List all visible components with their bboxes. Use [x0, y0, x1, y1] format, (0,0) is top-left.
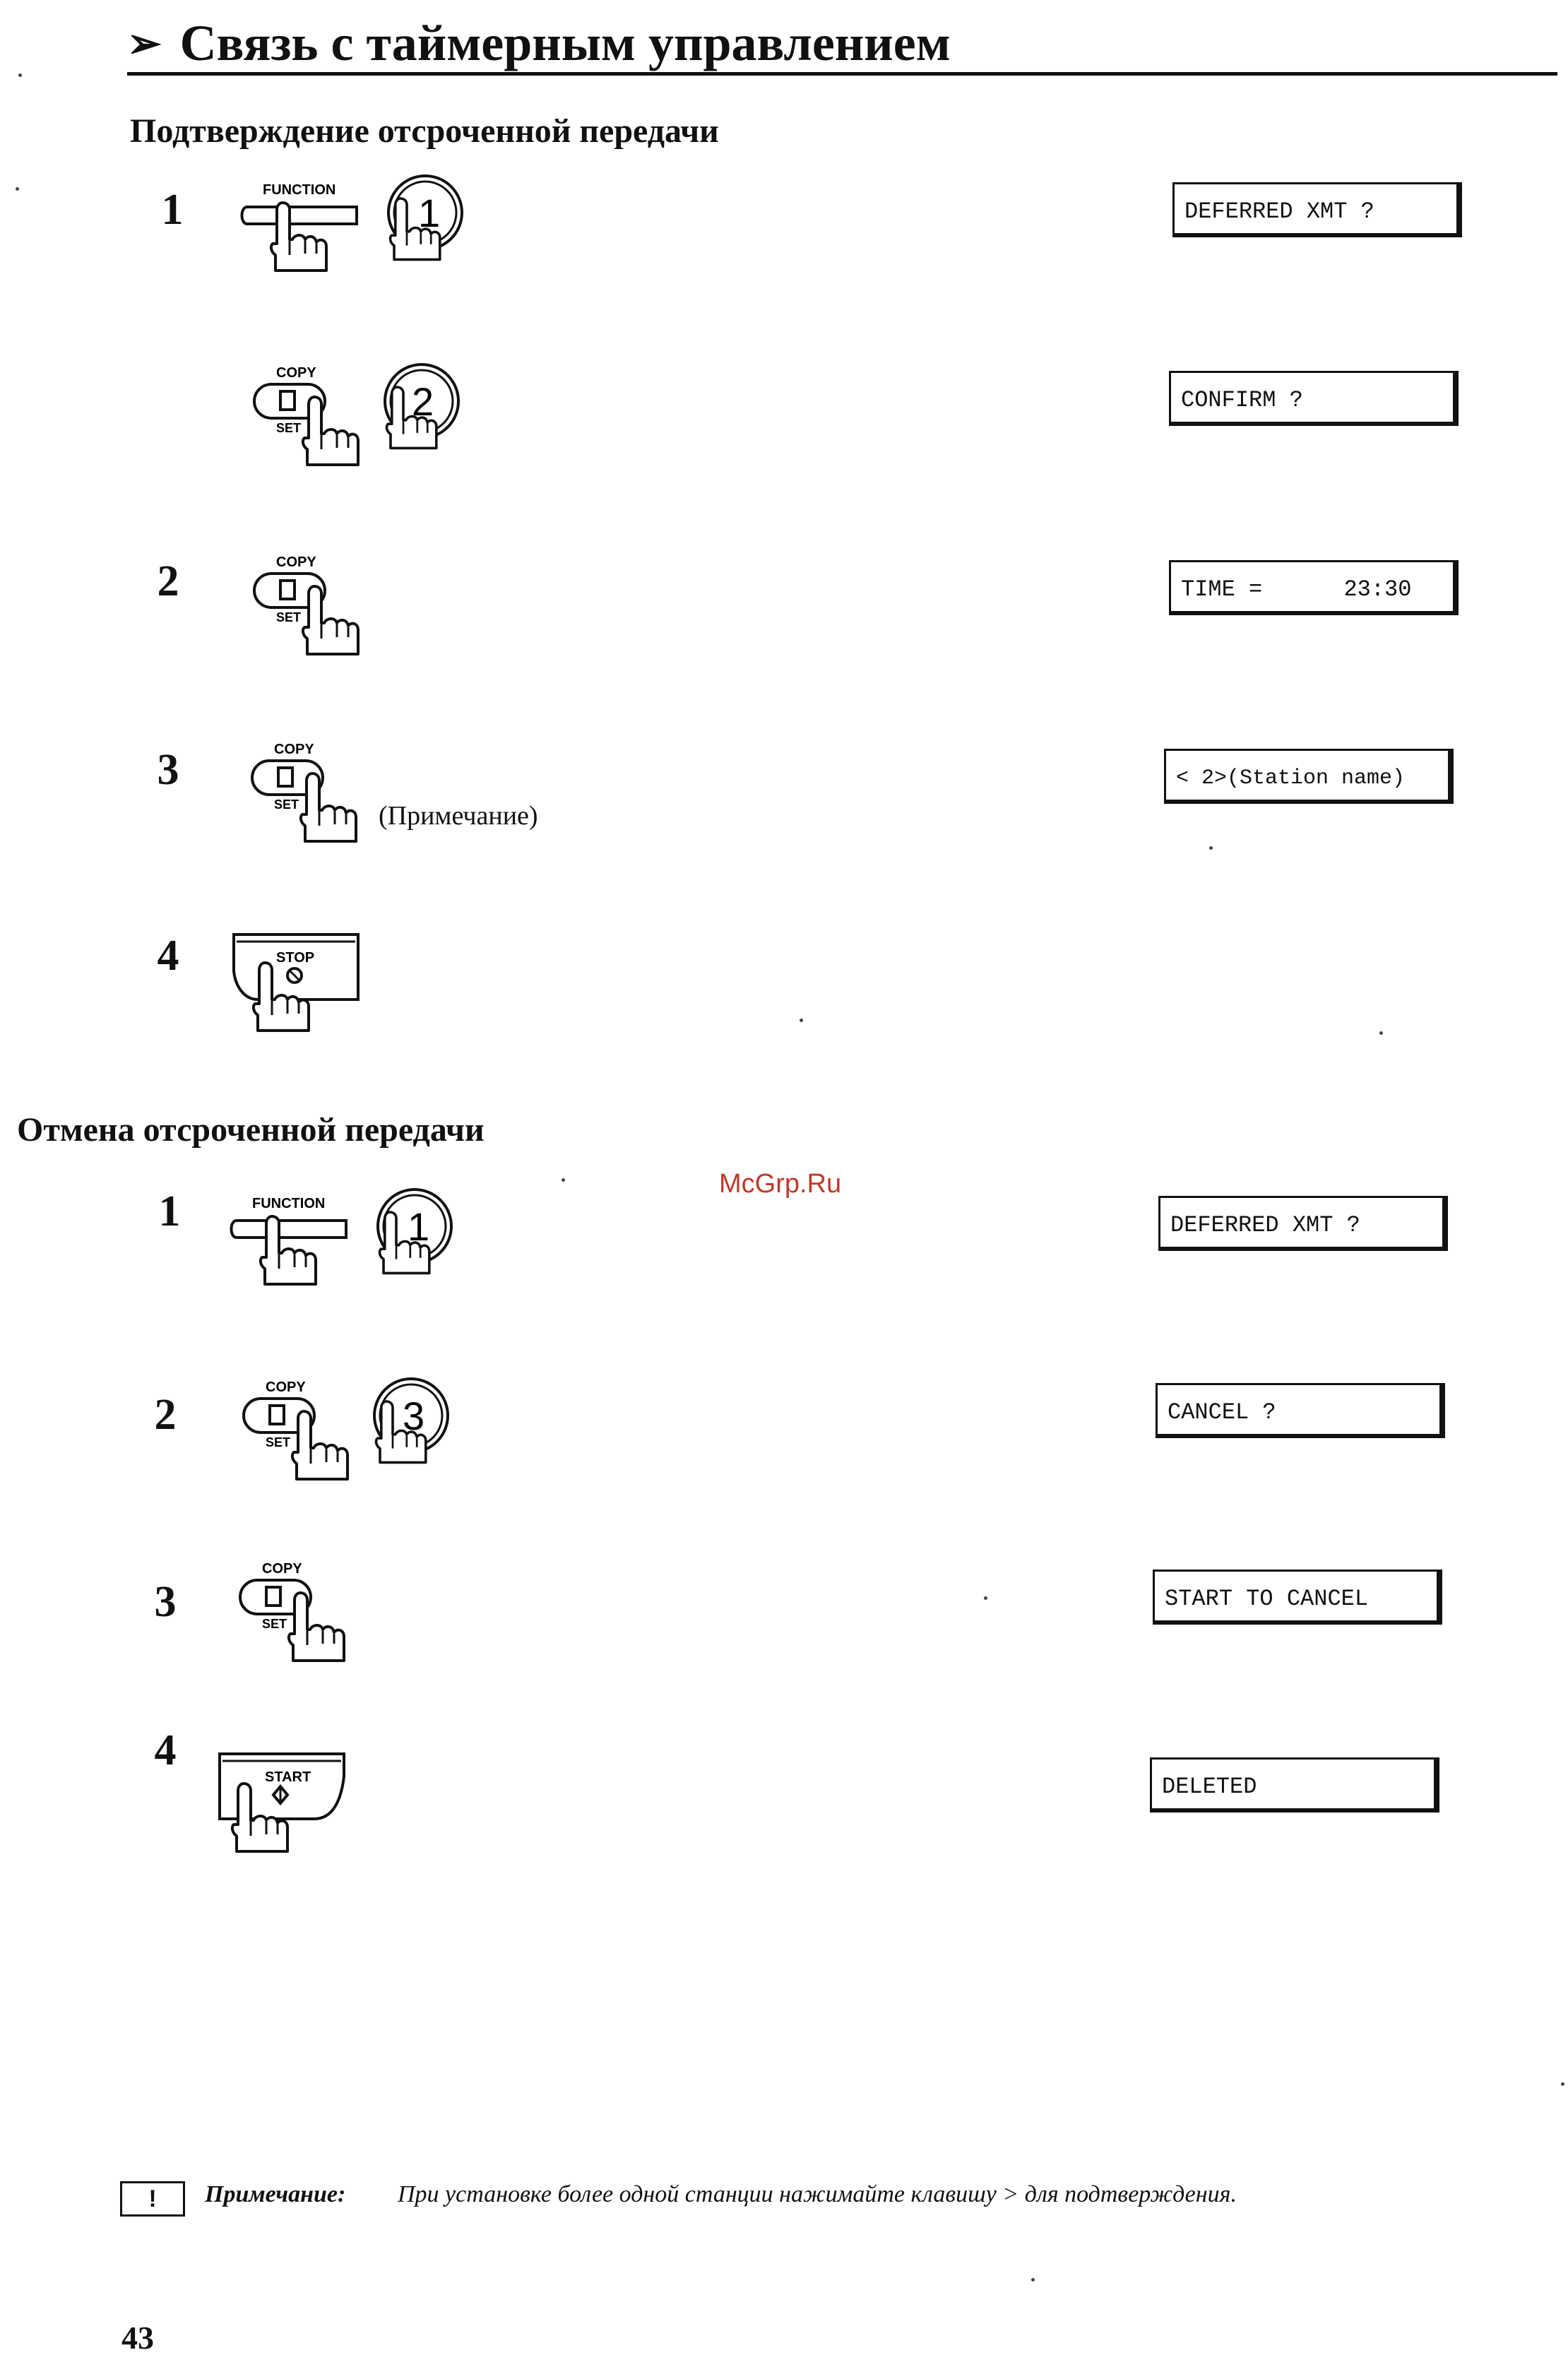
- svg-text:3: 3: [403, 1394, 425, 1438]
- svg-text:SET: SET: [262, 1617, 287, 1631]
- svg-text:1: 1: [408, 1204, 430, 1249]
- svg-text:STOP: STOP: [276, 950, 315, 966]
- scan-speck: [1031, 2278, 1035, 2282]
- svg-text:SET: SET: [266, 1435, 291, 1449]
- digit-2-key-icon: [378, 362, 466, 464]
- note-reference: (Примечание): [379, 801, 538, 831]
- note-label: Примечание:: [205, 2181, 346, 2207]
- svg-text:FUNCTION: FUNCTION: [252, 1196, 326, 1211]
- svg-text:COPY: COPY: [262, 1561, 302, 1577]
- scan-speck: [18, 73, 22, 77]
- step-number: 4: [154, 1726, 177, 1774]
- lcd-display: TIME = 23:30: [1169, 560, 1459, 615]
- svg-text:SET: SET: [276, 610, 302, 624]
- svg-text:SET: SET: [274, 797, 299, 812]
- svg-text:SET: SET: [276, 421, 302, 435]
- note-box-icon: !: [120, 2181, 185, 2217]
- copy-set-key-icon: [237, 1558, 343, 1663]
- digit-1-key-icon: [371, 1187, 459, 1289]
- step-number: 1: [161, 186, 184, 234]
- start-key-icon: [215, 1748, 350, 1854]
- svg-text:2: 2: [412, 379, 434, 424]
- svg-text:COPY: COPY: [266, 1380, 306, 1395]
- title-rule: [127, 72, 1557, 76]
- scan-speck: [800, 1019, 803, 1022]
- title-arrow-icon: ➢: [127, 20, 162, 66]
- copy-set-key-icon: [251, 362, 357, 468]
- scan-speck: [984, 1596, 987, 1600]
- svg-text:START: START: [265, 1769, 311, 1785]
- page-number: 43: [121, 2320, 154, 2356]
- function-key-icon: [240, 173, 360, 275]
- lcd-display: DELETED: [1150, 1757, 1439, 1813]
- svg-text:FUNCTION: FUNCTION: [263, 182, 336, 198]
- copy-set-key-icon: [240, 1376, 346, 1482]
- lcd-display: DEFERRED XMT ?: [1172, 182, 1462, 237]
- page-title: [127, 14, 951, 73]
- scan-speck: [1561, 2082, 1564, 2086]
- stop-key-icon: [230, 929, 364, 1035]
- note-text: При установке более одной станции нажимайте клавишу > для подтверждения.: [398, 2181, 1237, 2207]
- watermark: McGrp.Ru: [719, 1169, 842, 1199]
- lcd-display: DEFERRED XMT ?: [1158, 1196, 1448, 1251]
- scan-speck: [1379, 1031, 1383, 1035]
- copy-set-key-icon: [249, 738, 355, 844]
- scan-speck: [1209, 846, 1213, 850]
- lcd-display: START TO CANCEL: [1153, 1570, 1442, 1625]
- section-title-confirm: Подтверждение отсроченной передачи: [130, 112, 719, 150]
- page-title-text: Связь с таймерным управлением: [179, 15, 951, 71]
- scan-speck: [16, 187, 19, 191]
- step-number: 3: [154, 1578, 177, 1626]
- svg-text:COPY: COPY: [276, 365, 316, 381]
- function-key-icon: [230, 1187, 350, 1289]
- step-number: 3: [157, 746, 179, 794]
- step-number: 2: [154, 1391, 177, 1439]
- digit-3-key-icon: [367, 1376, 456, 1478]
- svg-text:COPY: COPY: [276, 554, 316, 570]
- scan-speck: [562, 1178, 565, 1182]
- svg-text:COPY: COPY: [274, 742, 314, 757]
- digit-1-key-icon: [381, 173, 470, 275]
- step-number: 4: [157, 932, 179, 980]
- step-number: 2: [157, 557, 179, 605]
- lcd-display: CANCEL ?: [1156, 1383, 1445, 1438]
- section-title-cancel: Отмена отсроченной передачи: [17, 1111, 485, 1149]
- copy-set-key-icon: [251, 551, 357, 657]
- lcd-display: CONFIRM ?: [1169, 371, 1459, 426]
- lcd-display: < 2>(Station name): [1164, 749, 1454, 804]
- step-number: 1: [158, 1187, 181, 1235]
- svg-text:1: 1: [418, 191, 441, 235]
